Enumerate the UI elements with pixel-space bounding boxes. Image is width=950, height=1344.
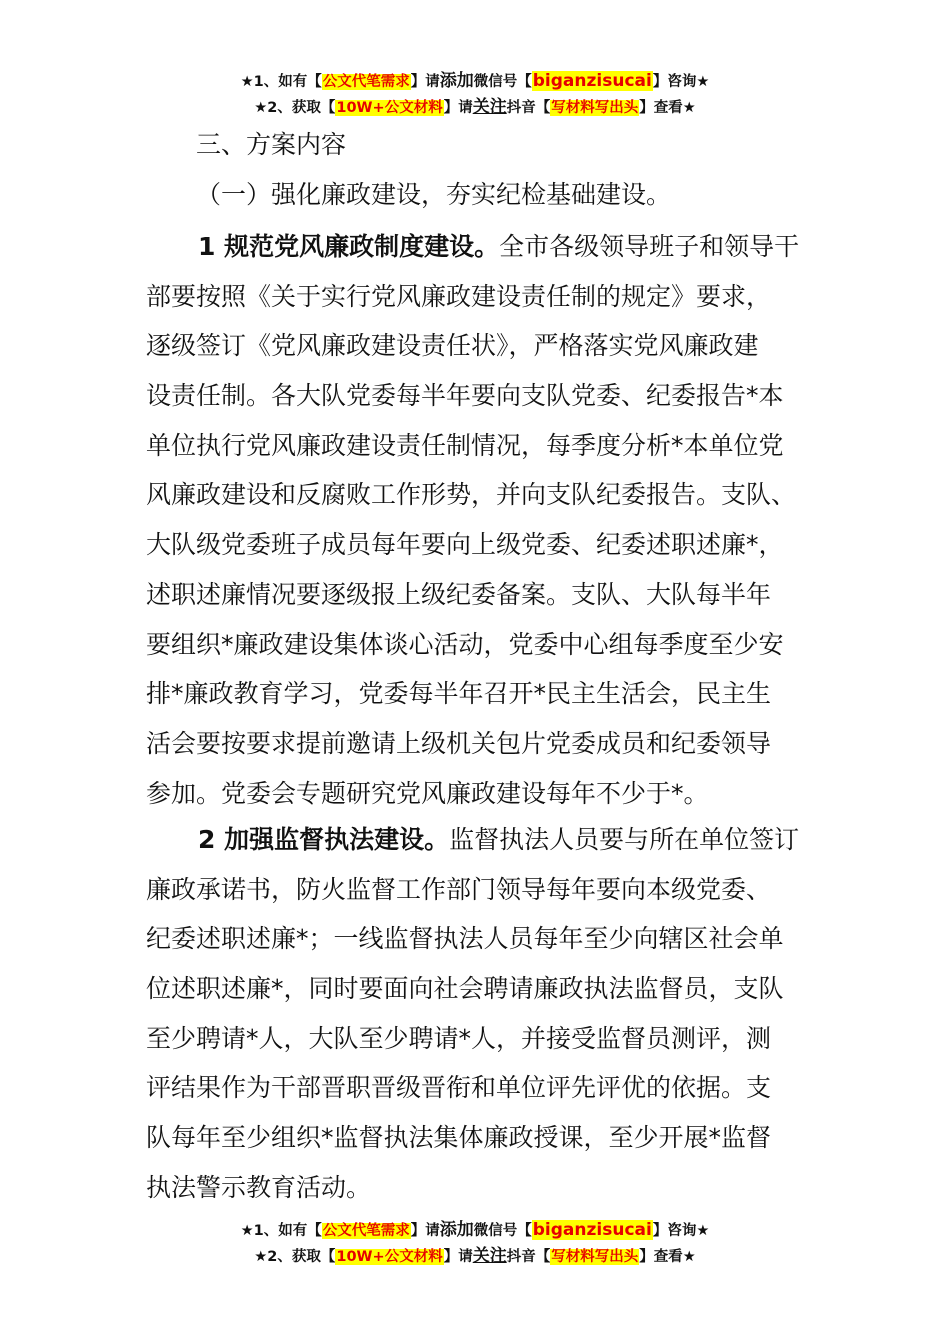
highlight-wechat-id: biganzisucai xyxy=(532,71,652,91)
promo-line-1: ★1、如有【公文代笔需求】请添加微信号【biganzisucai】咨询★ xyxy=(240,71,710,91)
paragraph-1 xyxy=(146,222,808,818)
paragraph-line: 评结果作为干部晋职晋级晋衔和单位评先评优的依据。支 xyxy=(146,1073,772,1103)
promo-banner-top xyxy=(0,68,950,120)
paragraph-line: 位述职述廉*，同时要面向社会聘请廉政执法监督员，支队 xyxy=(146,974,784,1004)
paragraph-title: 2 加强监督执法建设。 xyxy=(198,825,450,854)
paragraph-line: 述职述廉情况要逐级报上级纪委备案。支队、大队每半年 xyxy=(146,579,772,609)
paragraph-line: 活会要按要求提前邀请上级机关包片党委成员和纪委领导 xyxy=(146,728,772,758)
sub-heading: （一）强化廉政建设，夯实纪检基础建设。 xyxy=(196,180,672,209)
paragraph-line: 执法警示教育活动。 xyxy=(146,1172,372,1202)
promo-banner-bottom xyxy=(0,1217,950,1269)
highlight-service: 公文代笔需求 xyxy=(322,74,410,90)
promo-line-1: ★1、如有【公文代笔需求】请添加微信号【biganzisucai】咨询★ xyxy=(240,1220,710,1240)
paragraph-line: 参加。党委会专题研究党风廉政建设每年不少于*。 xyxy=(146,778,709,808)
paragraph-line: 单位执行党风廉政建设责任制情况，每季度分析*本单位党 xyxy=(146,430,784,460)
paragraph-line: 大队级党委班子成员每年要向上级党委、纪委述职述廉*， xyxy=(146,530,784,560)
paragraph-line: 逐级签订《党风廉政建设责任状》，严格落实党风廉政建 xyxy=(146,331,759,361)
paragraph-line: 排*廉政教育学习，党委每半年召开*民主生活会，民主生 xyxy=(146,679,772,709)
paragraph-line: 部要按照《关于实行党风廉政建设责任制的规定》要求， xyxy=(146,281,772,311)
paragraph-line: 纪委述职述廉*；一线监督执法人员每年至少向辖区社会单 xyxy=(146,924,784,954)
paragraph-line: 设责任制。各大队党委每半年要向支队党委、纪委报告*本 xyxy=(146,381,784,411)
paragraph-line: 要组织*廉政建设集体谈心活动，党委中心组每季度至少安 xyxy=(146,629,784,659)
paragraph-line: 至少聘请*人，大队至少聘请*人，并接受监督员测评，测 xyxy=(146,1023,772,1053)
highlight-wechat-id: biganzisucai xyxy=(532,1220,652,1240)
highlight-douyin: 写材料写出头 xyxy=(551,1249,639,1265)
highlight-service: 公文代笔需求 xyxy=(322,1223,410,1239)
paragraph-title: 1 规范党风廉政制度建设。 xyxy=(198,232,500,261)
paragraph-line: 队每年至少组织*监督执法集体廉政授课，至少开展*监督 xyxy=(146,1123,772,1153)
highlight-douyin: 写材料写出头 xyxy=(551,100,639,116)
section-heading: 三、方案内容 xyxy=(196,130,347,159)
highlight-materials: 10W+公文材料 xyxy=(336,100,443,116)
paragraph-line: 廉政承诺书，防火监督工作部门领导每年要向本级党委、 xyxy=(146,874,772,904)
paragraph-line: 1 规范党风廉政制度建设。全市各级领导班子和领导干 xyxy=(198,232,800,261)
paragraph-line: 风廉政建设和反腐败工作形势，并向支队纪委报告。支队、 xyxy=(146,480,797,510)
promo-line-2: ★2、获取【10W+公文材料】请关注抖音【写材料写出头】查看★ xyxy=(254,97,696,117)
promo-line-2: ★2、获取【10W+公文材料】请关注抖音【写材料写出头】查看★ xyxy=(254,1246,696,1266)
paragraph-line: 2 加强监督执法建设。监督执法人员要与所在单位签订 xyxy=(198,825,800,854)
paragraph-2 xyxy=(146,815,808,1213)
highlight-materials: 10W+公文材料 xyxy=(336,1249,443,1265)
